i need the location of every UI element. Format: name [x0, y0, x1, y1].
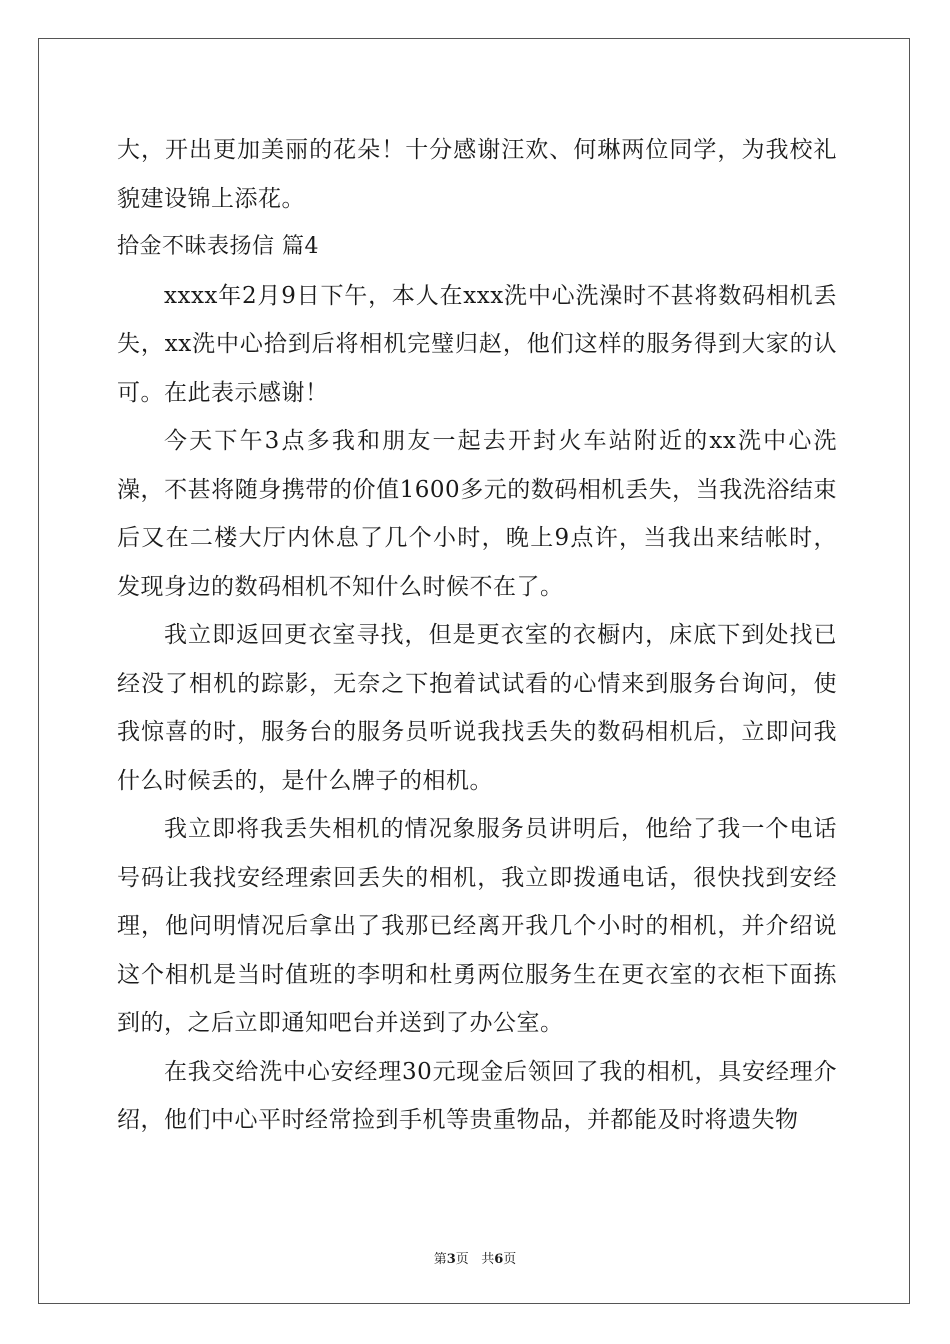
footer-current-page: 3: [446, 1252, 456, 1267]
paragraph: 今天下午3点多我和朋友一起去开封火车站附近的xx洗中心洗澡，不甚将随身携带的价值1600多元的数码相机丢失，当我洗浴结束后又在二楼大厅内休息了几个小时，晚上9点许，当我出来结帐时，发现身边的数码相机不知什么时候不在了。: [117, 428, 837, 600]
page-footer: [0, 1248, 950, 1267]
paragraph: 在我交给洗中心安经理30元现金后领回了我的相机，具安经理介绍，他们中心平时经常捡到手机等贵重物品，并都能及时将遗失物: [117, 1058, 837, 1133]
paragraph-continuation: 大，开出更加美丽的花朵！十分感谢汪欢、何琳两位同学，为我校礼貌建设锦上添花。: [117, 137, 837, 212]
footer-total-prefix: 共: [481, 1252, 495, 1267]
footer-total-pages: 6: [494, 1252, 504, 1267]
document-body: [117, 126, 837, 1145]
paragraph: 我立即返回更衣室寻找，但是更衣室的衣橱内，床底下到处找已经没了相机的踪影，无奈之下抱着试试看的心情来到服务台询问，使我惊喜的时，服务台的服务员听说我找丢失的数码相机后，立即问我什么时候丢的，是什么牌子的相机。: [117, 622, 837, 794]
footer-page-prefix: 第: [433, 1252, 447, 1267]
section-title: 拾金不昧表扬信 篇4: [117, 234, 319, 259]
paragraph: 我立即将我丢失相机的情况象服务员讲明后，他给了我一个电话号码让我找安经理索回丢失的相机，我立即拨通电话，很快找到安经理，他问明情况后拿出了我那已经离开我几个小时的相机，并介绍说这个相机是当时值班的李明和杜勇两位服务生在更衣室的衣柜下面拣到的，之后立即通知吧台并送到了办公室。: [117, 816, 837, 1036]
footer-page-suffix: 页: [455, 1252, 469, 1267]
paragraph: xxxx年2月9日下午，本人在xxx洗中心洗澡时不甚将数码相机丢失，xx洗中心拾到后将相机完璧归赵，他们这样的服务得到大家的认可。在此表示感谢！: [117, 282, 837, 406]
footer-total-suffix: 页: [503, 1252, 517, 1267]
